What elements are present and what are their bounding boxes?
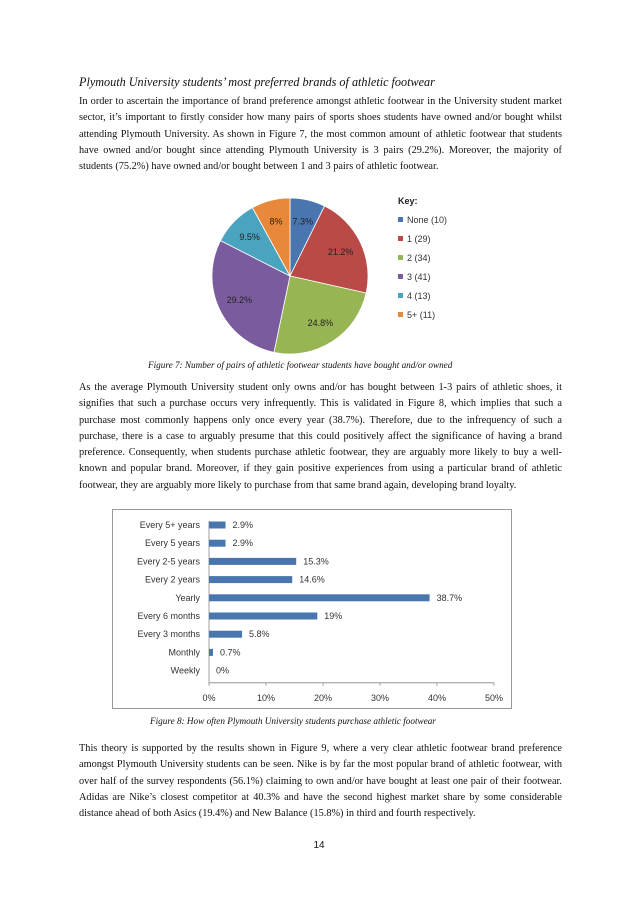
pie-legend-label-5: 5+ (11) bbox=[407, 310, 436, 320]
pie-legend-label-0: None (10) bbox=[407, 215, 448, 225]
bar-value-label-0: 2.9% bbox=[232, 520, 254, 530]
pie-legend-label-2: 2 (34) bbox=[407, 253, 431, 263]
pie-legend-swatch-1 bbox=[398, 236, 403, 241]
pie-value-label-5: 8% bbox=[269, 216, 283, 227]
bar-x-tick-label-0: 0% bbox=[202, 692, 216, 703]
bar-value-label-8: 0% bbox=[216, 665, 230, 676]
bar-value-label-2: 15.3% bbox=[303, 556, 329, 567]
paragraph-3: This theory is supported by the results shown in Figure 9, where a very clear athletic footwear brand preference amongst Plymouth University students can be seen. Nike is by far the most popular brand of athletic footwear, with over half of the survey respondents (56.1%) claiming to own and/or have bought at least one pair of their footwear. Adidas are Nike’s closest competitor at 40.3% and have the second highest market share by some considerable distance ahead of both Asics (19.4%) and New Balance (15.8%) in third and fourth respectively. bbox=[79, 743, 562, 820]
figure-7-caption: Figure 7: Number of pairs of athletic footwear students have bought and/or owned bbox=[148, 360, 453, 370]
bar-category-label-6: Every 3 months bbox=[137, 629, 200, 640]
bar-1 bbox=[209, 540, 226, 547]
bar-value-label-3: 14.6% bbox=[299, 574, 325, 585]
bar-category-label-3: Every 2 years bbox=[144, 574, 200, 585]
bar-category-label-2: Every 2-5 years bbox=[136, 556, 200, 567]
pie-legend-swatch-4 bbox=[398, 293, 403, 298]
bar-value-label-7: 0.7% bbox=[219, 647, 241, 658]
pie-value-label-4: 9.5% bbox=[239, 231, 260, 242]
pie-legend-label-4: 4 (13) bbox=[407, 291, 431, 301]
pie-value-label-2: 24.8% bbox=[307, 318, 334, 329]
bar-4 bbox=[209, 594, 430, 601]
bar-2 bbox=[209, 558, 296, 565]
pie-legend-swatch-3 bbox=[398, 274, 403, 279]
pie-value-label-0: 7.3% bbox=[292, 216, 314, 227]
pie-chart bbox=[205, 190, 470, 355]
pie-legend-swatch-2 bbox=[398, 255, 403, 260]
bar-category-label-5: Every 6 months bbox=[137, 611, 200, 621]
paragraph-1: In order to ascertain the importance of brand preference amongst athletic footwear in the University student market sector, it’s important to firstly consider how many pairs of sports shoes students have owned and/or bought whilst attending Plymouth University. As shown in Figure 7, the most common amount of athletic footwear that students have owned and/or bought since attending Plymouth University is 3 pairs (29.2%). Moreover, the majority of students (75.2%) have owned and/or bought between 1 and 3 pairs of athletic footwear. bbox=[79, 96, 562, 173]
bar-x-tick-label-4: 40% bbox=[427, 692, 447, 703]
bar-chart bbox=[112, 509, 512, 709]
figure-8-caption: Figure 8: How often Plymouth University students purchase athletic footwear bbox=[150, 716, 436, 726]
pie-legend-label-3: 3 (41) bbox=[407, 272, 431, 282]
bar-3 bbox=[209, 576, 292, 583]
bar-category-label-4: Yearly bbox=[175, 592, 200, 603]
bar-x-tick-label-3: 30% bbox=[370, 692, 390, 703]
pie-legend-title: Key: bbox=[398, 196, 418, 206]
bar-0 bbox=[209, 522, 226, 529]
pie-value-label-3: 29.2% bbox=[226, 295, 253, 306]
bar-x-tick-label-2: 20% bbox=[313, 692, 333, 703]
bar-value-label-5: 19% bbox=[324, 611, 343, 621]
bar-x-tick-label-1: 10% bbox=[256, 692, 276, 703]
pie-legend-swatch-0 bbox=[398, 217, 403, 222]
bar-6 bbox=[209, 631, 242, 638]
bar-value-label-4: 38.7% bbox=[436, 592, 463, 603]
bar-x-tick-label-5: 50% bbox=[484, 692, 504, 703]
paragraph-2: As the average Plymouth University student only owns and/or has bought between 1-3 pairs of athletic shoes, it signifies that such a purchase occurs very infrequently. This is validated in Figure 8, which implies that such a purchase most commonly happens only once every year (38.7%). Therefore, due to the infrequency of such a purchase, there is a case to arguably presume that this could positively affect the significance of having a brand preference. Consequently, when students purchase athletic footwear, they are arguably more likely to buy a well-known and popular brand. Moreover, if they gain positive experiences from using a particular brand of athletic footwear, they are arguably more likely to purchase from that same brand again, developing brand loyalty. bbox=[79, 382, 562, 491]
bar-category-label-1: Every 5 years bbox=[144, 538, 200, 549]
pie-value-label-1: 21.2% bbox=[327, 246, 354, 257]
pie-legend-label-1: 1 (29) bbox=[407, 234, 431, 244]
bar-category-label-7: Monthly bbox=[168, 647, 200, 658]
section-heading: Plymouth University students’ most preferred brands of athletic footwear bbox=[79, 75, 435, 89]
bar-7 bbox=[209, 649, 213, 656]
pie-legend-swatch-5 bbox=[398, 312, 403, 317]
bar-value-label-6: 5.8% bbox=[249, 629, 270, 640]
bar-category-label-0: Every 5+ years bbox=[139, 520, 200, 530]
bar-5 bbox=[209, 613, 317, 620]
bar-value-label-1: 2.9% bbox=[232, 538, 254, 549]
bar-category-label-8: Weekly bbox=[170, 665, 200, 676]
page-number: 14 bbox=[313, 840, 325, 851]
